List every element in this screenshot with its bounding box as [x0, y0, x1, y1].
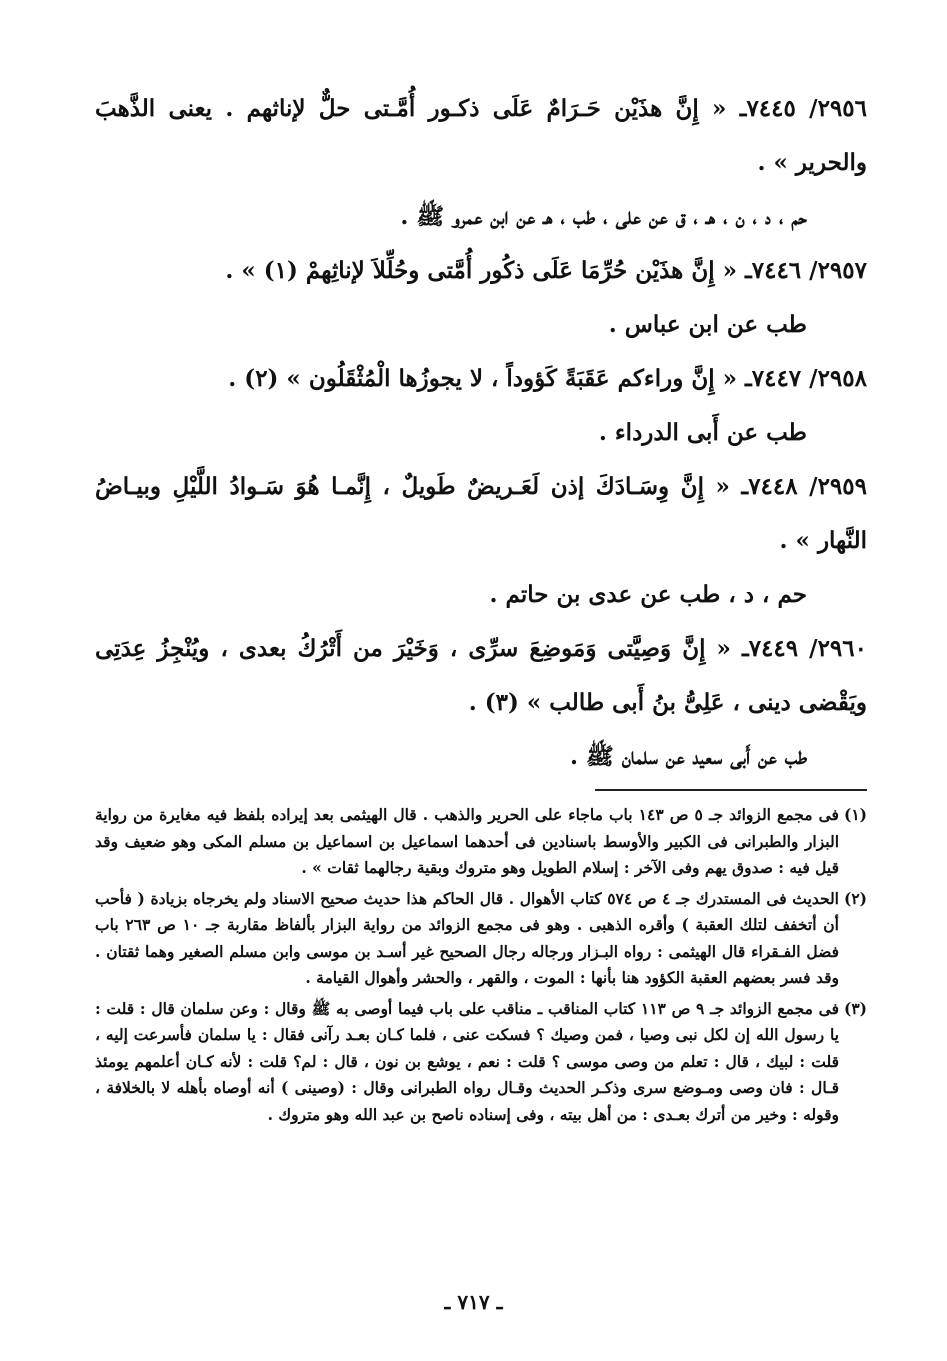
hadith-2959: ٢٩٥٩/ ٧٤٤٨ـ « إِنَّ وِسَـادَكَ إذن لَعَـريضٌ طَويلٌ ، إِنَّمـا هُوَ سَـوادُ اللَّيْلِ وبيـاضُ النَّهار » . — [95, 473, 867, 554]
page-number: ـ ٧١٧ ـ — [444, 1290, 503, 1314]
footnote-separator — [595, 789, 867, 791]
footnote-marker: (١) — [843, 805, 867, 824]
footnote-text: فى مجمع الزوائد جـ ٩ ص ١١٣ كتاب المناقب ـ مناقب على باب فيما أوصى به ﷺ وقال : وعن سلمان قال : قلت : يا رسول الله إن لكل نبى وصيا ، فمن وصيك ؟ فسكت عنى ، فلما كـان بعـد رآنى فقال : يا سلمان فأسرعت إليه ، قلت : لبيك ، قال : تعلم من وصى موسى ؟ قلت : نعم ، يوشع بن نون ، قال : لم؟ قلت : لأنه كـان أعلمهم يومئذ قـال : فان وصى ومـوضع سرى وذكـر الحديث وقـال رواه الطبرانى وقال : (وصينى ) أنه أوصاه بأهله لا بالخلافة ، وقوله : وخير من أترك بعـدى : من أهل بيته ، وفى إسناده ناصح بن عبد الله وهو متروك . — [95, 998, 839, 1124]
hadith-2960: ٢٩٦٠/ ٧٤٤٩ـ « إِنَّ وَصِيَّتى وَمَوضِعَ سرِّى ، وَخَيْرَ من أَتْرُكُ بعدى ، ويُنْجِزُ عِدَتِى ويَقْضى دينى ، عَلِىُّ بنُ أَبى طالب » (٣) . — [95, 635, 867, 716]
source-2959: حم ، د ، طب عن عدى بن حاتم . — [489, 581, 807, 608]
footnotes — [95, 802, 867, 1132]
footnote-2 — [95, 886, 867, 992]
footnote-marker: (٣) — [843, 998, 867, 1018]
footnote-1 — [95, 802, 867, 882]
source-2956: حم ، د ، ن ، هـ ، ق عن على ، طب ، هـ عن ابن عمرو ﷺ . — [400, 203, 807, 230]
hadith-2957: ٢٩٥٧/ ٧٤٤٦ـ « إِنَّ هذَيْن حُرِّمَا عَلَى ذكُور أُمَّتى وحُلِّلاَ لإناثِهمْ (١) » . — [225, 257, 867, 284]
footnote-text: فى مجمع الزوائد جـ ٥ ص ١٤٣ باب ماجاء على الحرير والذهب . قال الهيثمى بعد إيراده بلفظ فيه مغايرة من رواية البزار والطبرانى فى الكبير والأوسط باسنادين فى أحدهما اسماعيل بن اسماعيل بن مسلم المكى وهو ضعيف وقد قيل فيه : صدوق يهم وفى الآخر : إسلام الطويل وهو متروك وبقية رجالهما ثقات » . — [95, 805, 839, 877]
footnote-text: الحديث فى المستدرك جـ ٤ ص ٥٧٤ كتاب الأهوال . قال الحاكم هذا حديث صحيح الاسناد ولم يخرجاه بزيادة ( فأحب أن أتخفف لتلك العقبة ) وأقره الذهبى . وهو فى مجمع الزوائد من رواية البزار بألفاظ مقاربة جـ ١٠ ص ٢٦٣ باب فضل الفـقراء قال الهيثمى : رواه البـزار ورجاله رجال الصحيح غير أسـد بن موسى وابن مسلم الصغير وهما ثقتان . وقد فسر بعضهم العقبة الكؤود هنا بأنها : الموت ، والقهر ، والحشر وأهوال القيامة . — [95, 888, 839, 987]
hadith-2956: ٢٩٥٦/ ٧٤٤٥ـ « إِنَّ هذَيْن حَـرَامٌ عَلَى ذكـور أُمَّـتى حلٌّ لإناثهم . يعنى الذَّهبَ والحرير » . — [95, 95, 867, 176]
hadith-2958: ٢٩٥٨/ ٧٤٤٧ـ « إِنَّ وراءكم عَقَبَةً كَؤوداً ، لا يجوزُها الْمُثْقَلُون » (٢) . — [228, 365, 867, 392]
footnote-3 — [95, 996, 867, 1129]
source-2957: طب عن ابن عباس . — [608, 311, 807, 338]
main-text — [95, 82, 867, 784]
source-2958: طب عن أَبى الدرداء . — [598, 419, 807, 446]
footnote-marker: (٢) — [843, 888, 867, 908]
source-2960: طب عن أَبى سعيد عن سلمان ﷺ . — [570, 743, 807, 770]
